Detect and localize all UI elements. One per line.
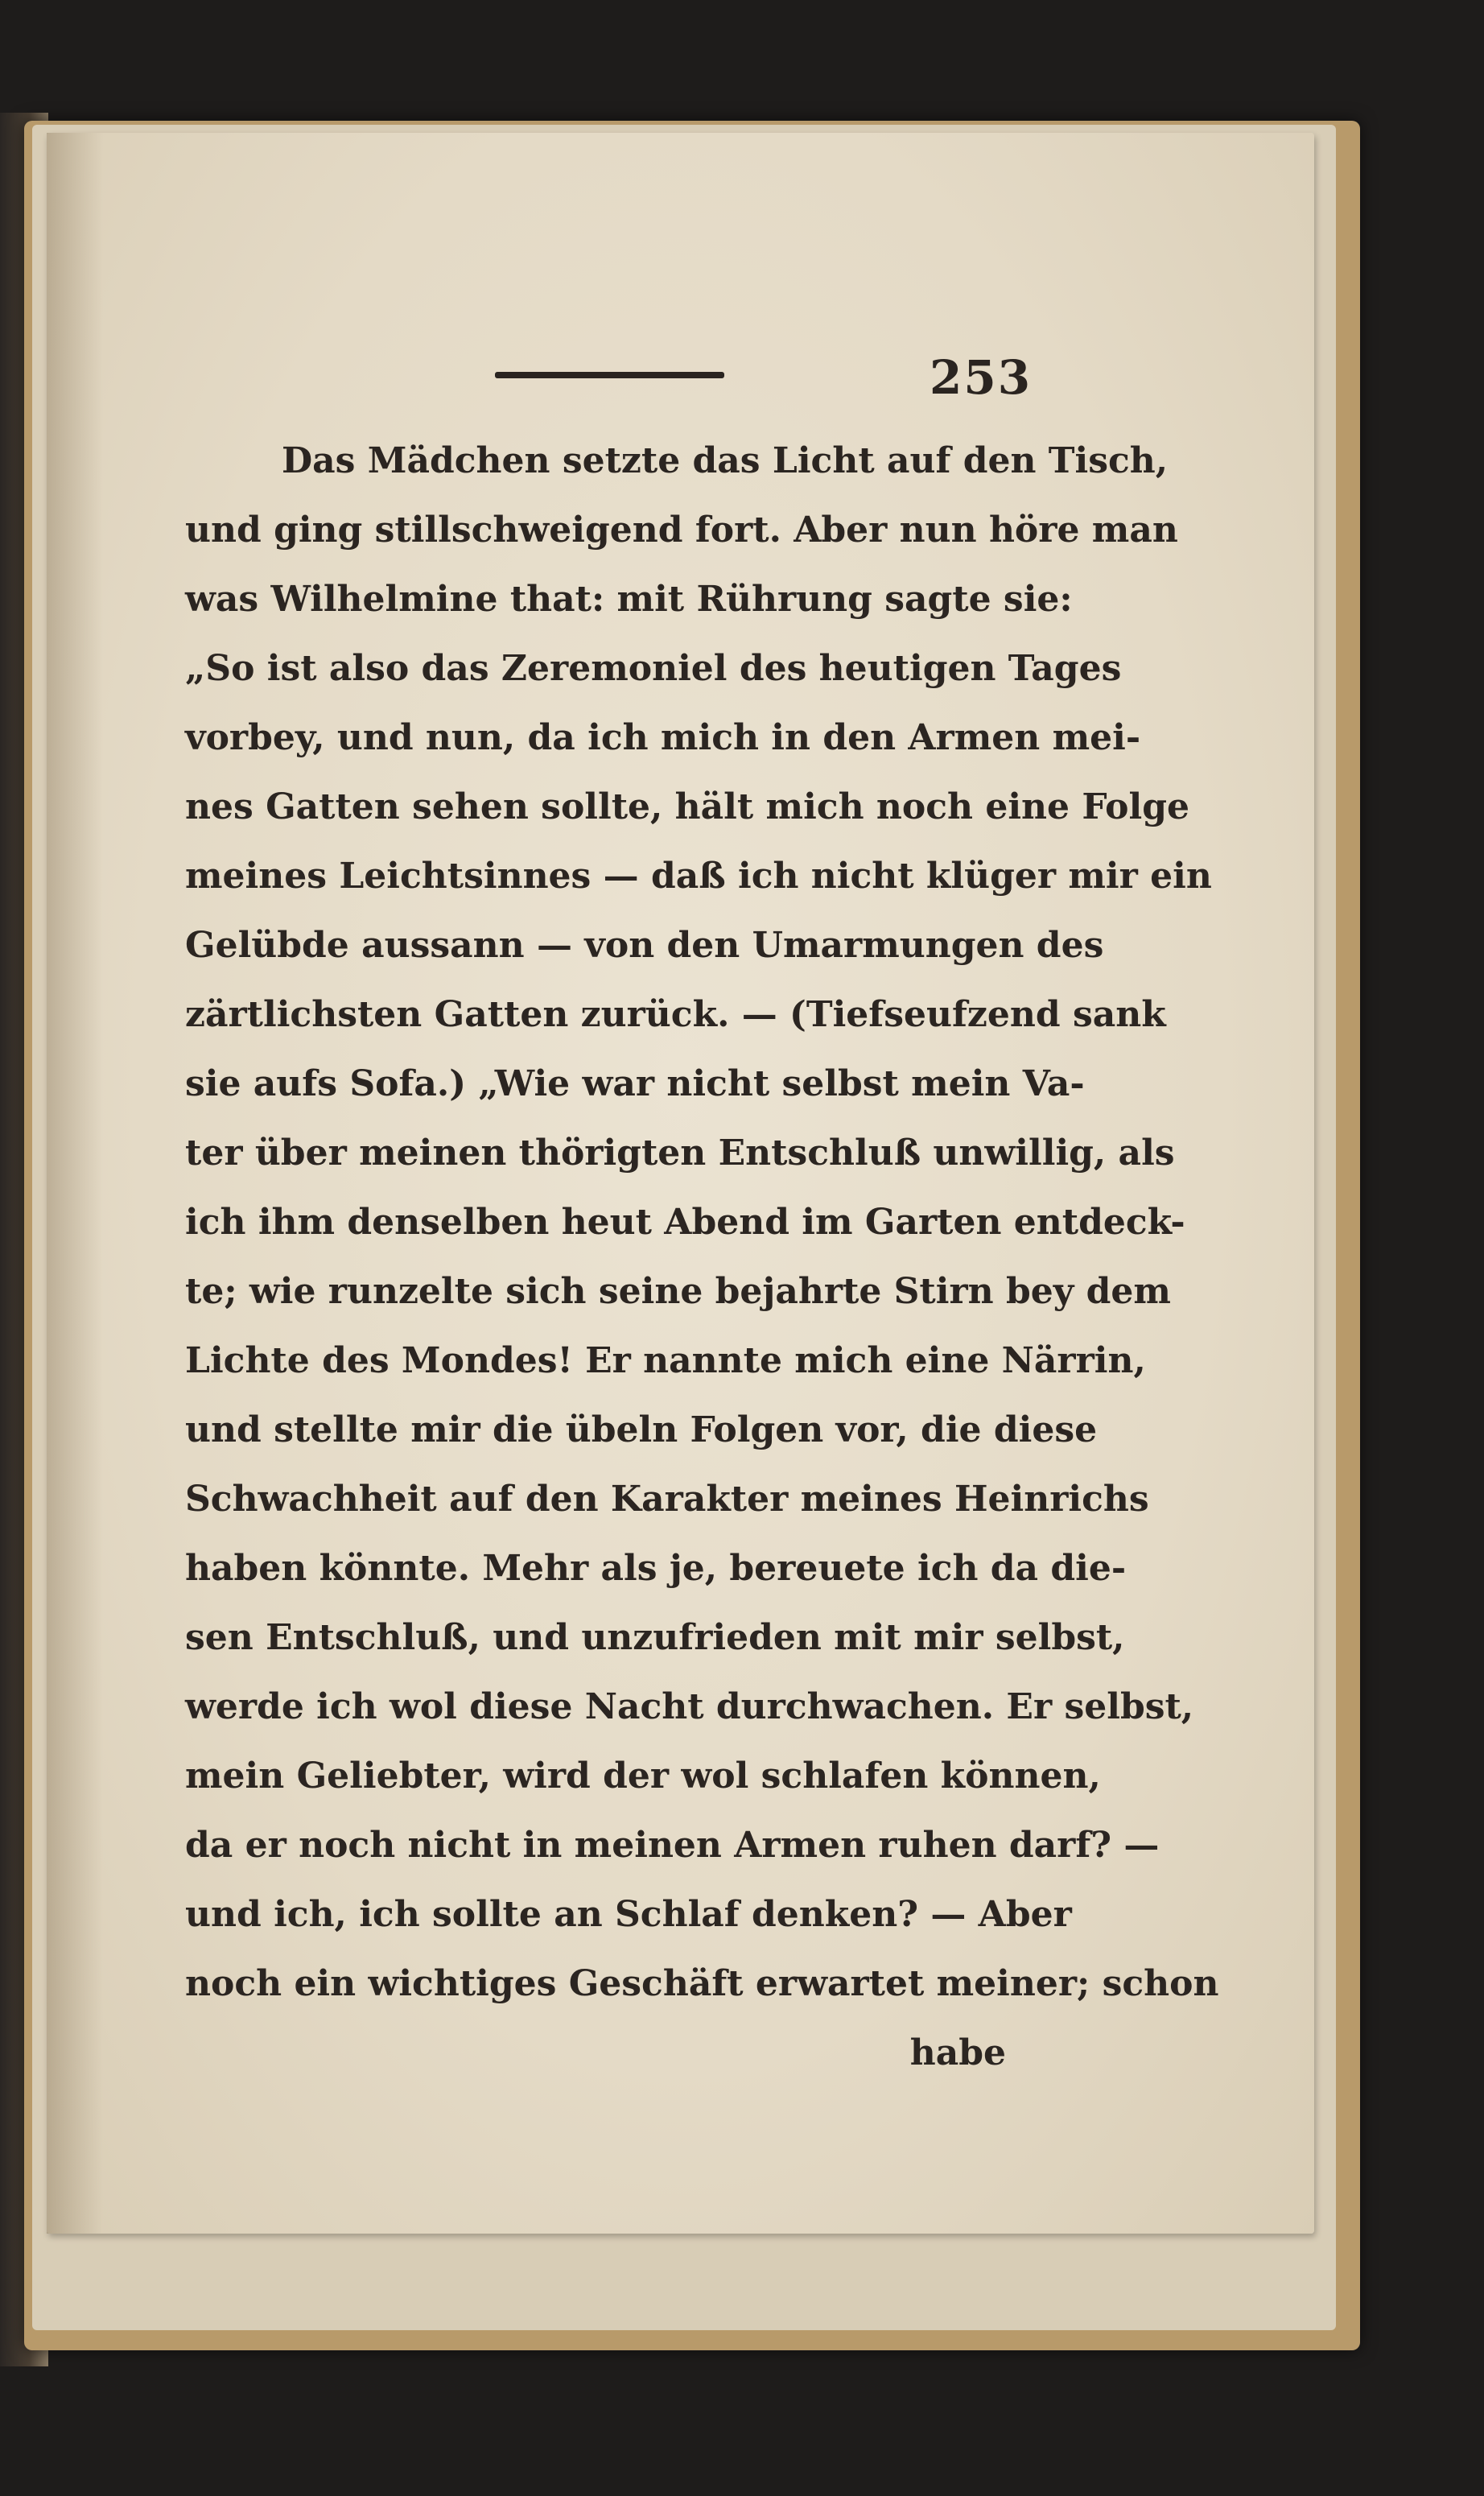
text-line: was Wilhelmine that: mit Rührung sagte sie: [185,579,1073,620]
text-line: zärtlichsten Gatten zurück. — (Tiefseufzend sank [185,994,1166,1035]
header-rule [495,372,724,378]
text-line: nes Gatten sehen sollte, hält mich noch eine Folge [185,786,1190,827]
text-line: „So ist also das Zeremoniel des heutigen Tages [185,648,1122,689]
gutter-shadow [47,133,103,2234]
text-line: mein Geliebter, wird der wol schlafen können, [185,1755,1101,1797]
text-line: ter über meinen thörigten Entschluß unwillig, als [185,1132,1175,1174]
text-line: meines Leichtsinnes — daß ich nicht klüger mir ein [185,856,1212,897]
text-line: ich ihm denselben heut Abend im Garten entdeck- [185,1202,1185,1243]
text-line: Das Mädchen setzte das Licht auf den Tisch, [282,440,1169,481]
page-body-text [185,427,1219,2088]
text-line: und stellte mir die übeln Folgen vor, die diese [185,1409,1098,1450]
text-line: haben könnte. Mehr als je, bereuete ich da die- [185,1548,1127,1589]
text-line: Gelübde aussann — von den Umarmungen des [185,925,1104,966]
text-line: te; wie runzelte sich seine bejahrte Stirn bey dem [185,1271,1171,1312]
text-line: vorbey, und nun, da ich mich in den Armen mei- [185,717,1141,758]
text-line: und ich, ich sollte an Schlaf denken? — Aber [185,1894,1072,1935]
text-line: noch ein wichtiges Geschäft erwartet meiner; schon [185,1963,1219,2004]
text-line: und ging stillschweigend fort. Aber nun höre man [185,510,1178,551]
text-line: sie aufs Sofa.) „Wie war nicht selbst mein Va- [185,1063,1085,1104]
text-line: sen Entschluß, und unzufrieden mit mir selbst, [185,1617,1125,1658]
text-line: Schwachheit auf den Karakter meines Heinrichs [185,1479,1149,1520]
text-line: Lichte des Mondes! Er nannte mich eine Närrin, [185,1340,1146,1381]
text-line: werde ich wol diese Nacht durchwachen. Er selbst, [185,1686,1194,1727]
catchword: habe [909,2032,1006,2073]
page-number: 253 [930,350,1033,405]
text-line: da er noch nicht in meinen Armen ruhen darf? — [185,1825,1160,1866]
